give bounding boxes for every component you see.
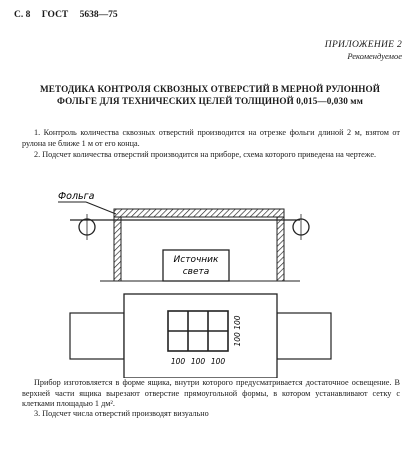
dimension-3: 100 [210, 357, 226, 366]
standard-label: ГОСТ [41, 10, 69, 20]
left-roller [79, 214, 95, 240]
right-roller [293, 214, 309, 240]
light-source-label-1: Источник [173, 255, 219, 265]
page-header [14, 10, 127, 20]
dimension-2: 100 [190, 357, 206, 366]
paragraph-2-text: 2. Подсчет количества отверстий производится на приборе, схема которого приведена на чертеже. [34, 150, 376, 159]
plan-view [70, 294, 331, 378]
appendix-status: Рекомендуемое [347, 51, 402, 61]
paragraph-1 [22, 128, 400, 149]
paragraph-2 [22, 150, 400, 161]
light-source-label-2: света [182, 267, 210, 277]
paragraph-4-text: 3. Подсчет числа отверстий производят визуально [34, 409, 209, 418]
dimension-1: 100 [170, 357, 186, 366]
appendix-label: ПРИЛОЖЕНИЕ 2 [324, 40, 402, 50]
paragraph-3-text: Прибор изготовляется в форме ящика, внутри которого предусматривается достаточное освещение. В верхней части ящика вырезают отверстие прямоугольной формы, в котором устанавливают сетку с клетками площадью 1 дм². [22, 378, 400, 409]
light-source-box [163, 250, 229, 281]
dimension-side: 100 100 [233, 315, 242, 347]
standard-number: 5638—75 [79, 10, 118, 20]
right-extension [277, 313, 331, 359]
page-number: С. 8 [14, 10, 31, 20]
title-line-1: МЕТОДИКА КОНТРОЛЯ СКВОЗНЫХ ОТВЕРСТИЙ В МЕРНОЙ РУЛОННОЙ [39, 84, 381, 94]
appendix-heading [325, 40, 402, 61]
document-title [18, 84, 402, 107]
left-extension [70, 313, 124, 359]
paragraph-4 [22, 409, 400, 420]
foil-leader-line [86, 202, 116, 214]
device-diagram [0, 178, 418, 378]
foil-label: Фольга [58, 191, 95, 202]
paragraph-1-text: 1. Контроль количества сквозных отверстий производится на отрезке фольги длиной 2 м, взятом от рулона не ближе 1 м от его конца. [22, 128, 400, 148]
paragraph-3 [22, 378, 400, 410]
title-line-2: ФОЛЬГЕ ДЛЯ ТЕХНИЧЕСКИХ ЦЕЛЕЙ ТОЛЩИНОЙ 0,015—0,030 мм [56, 95, 364, 106]
